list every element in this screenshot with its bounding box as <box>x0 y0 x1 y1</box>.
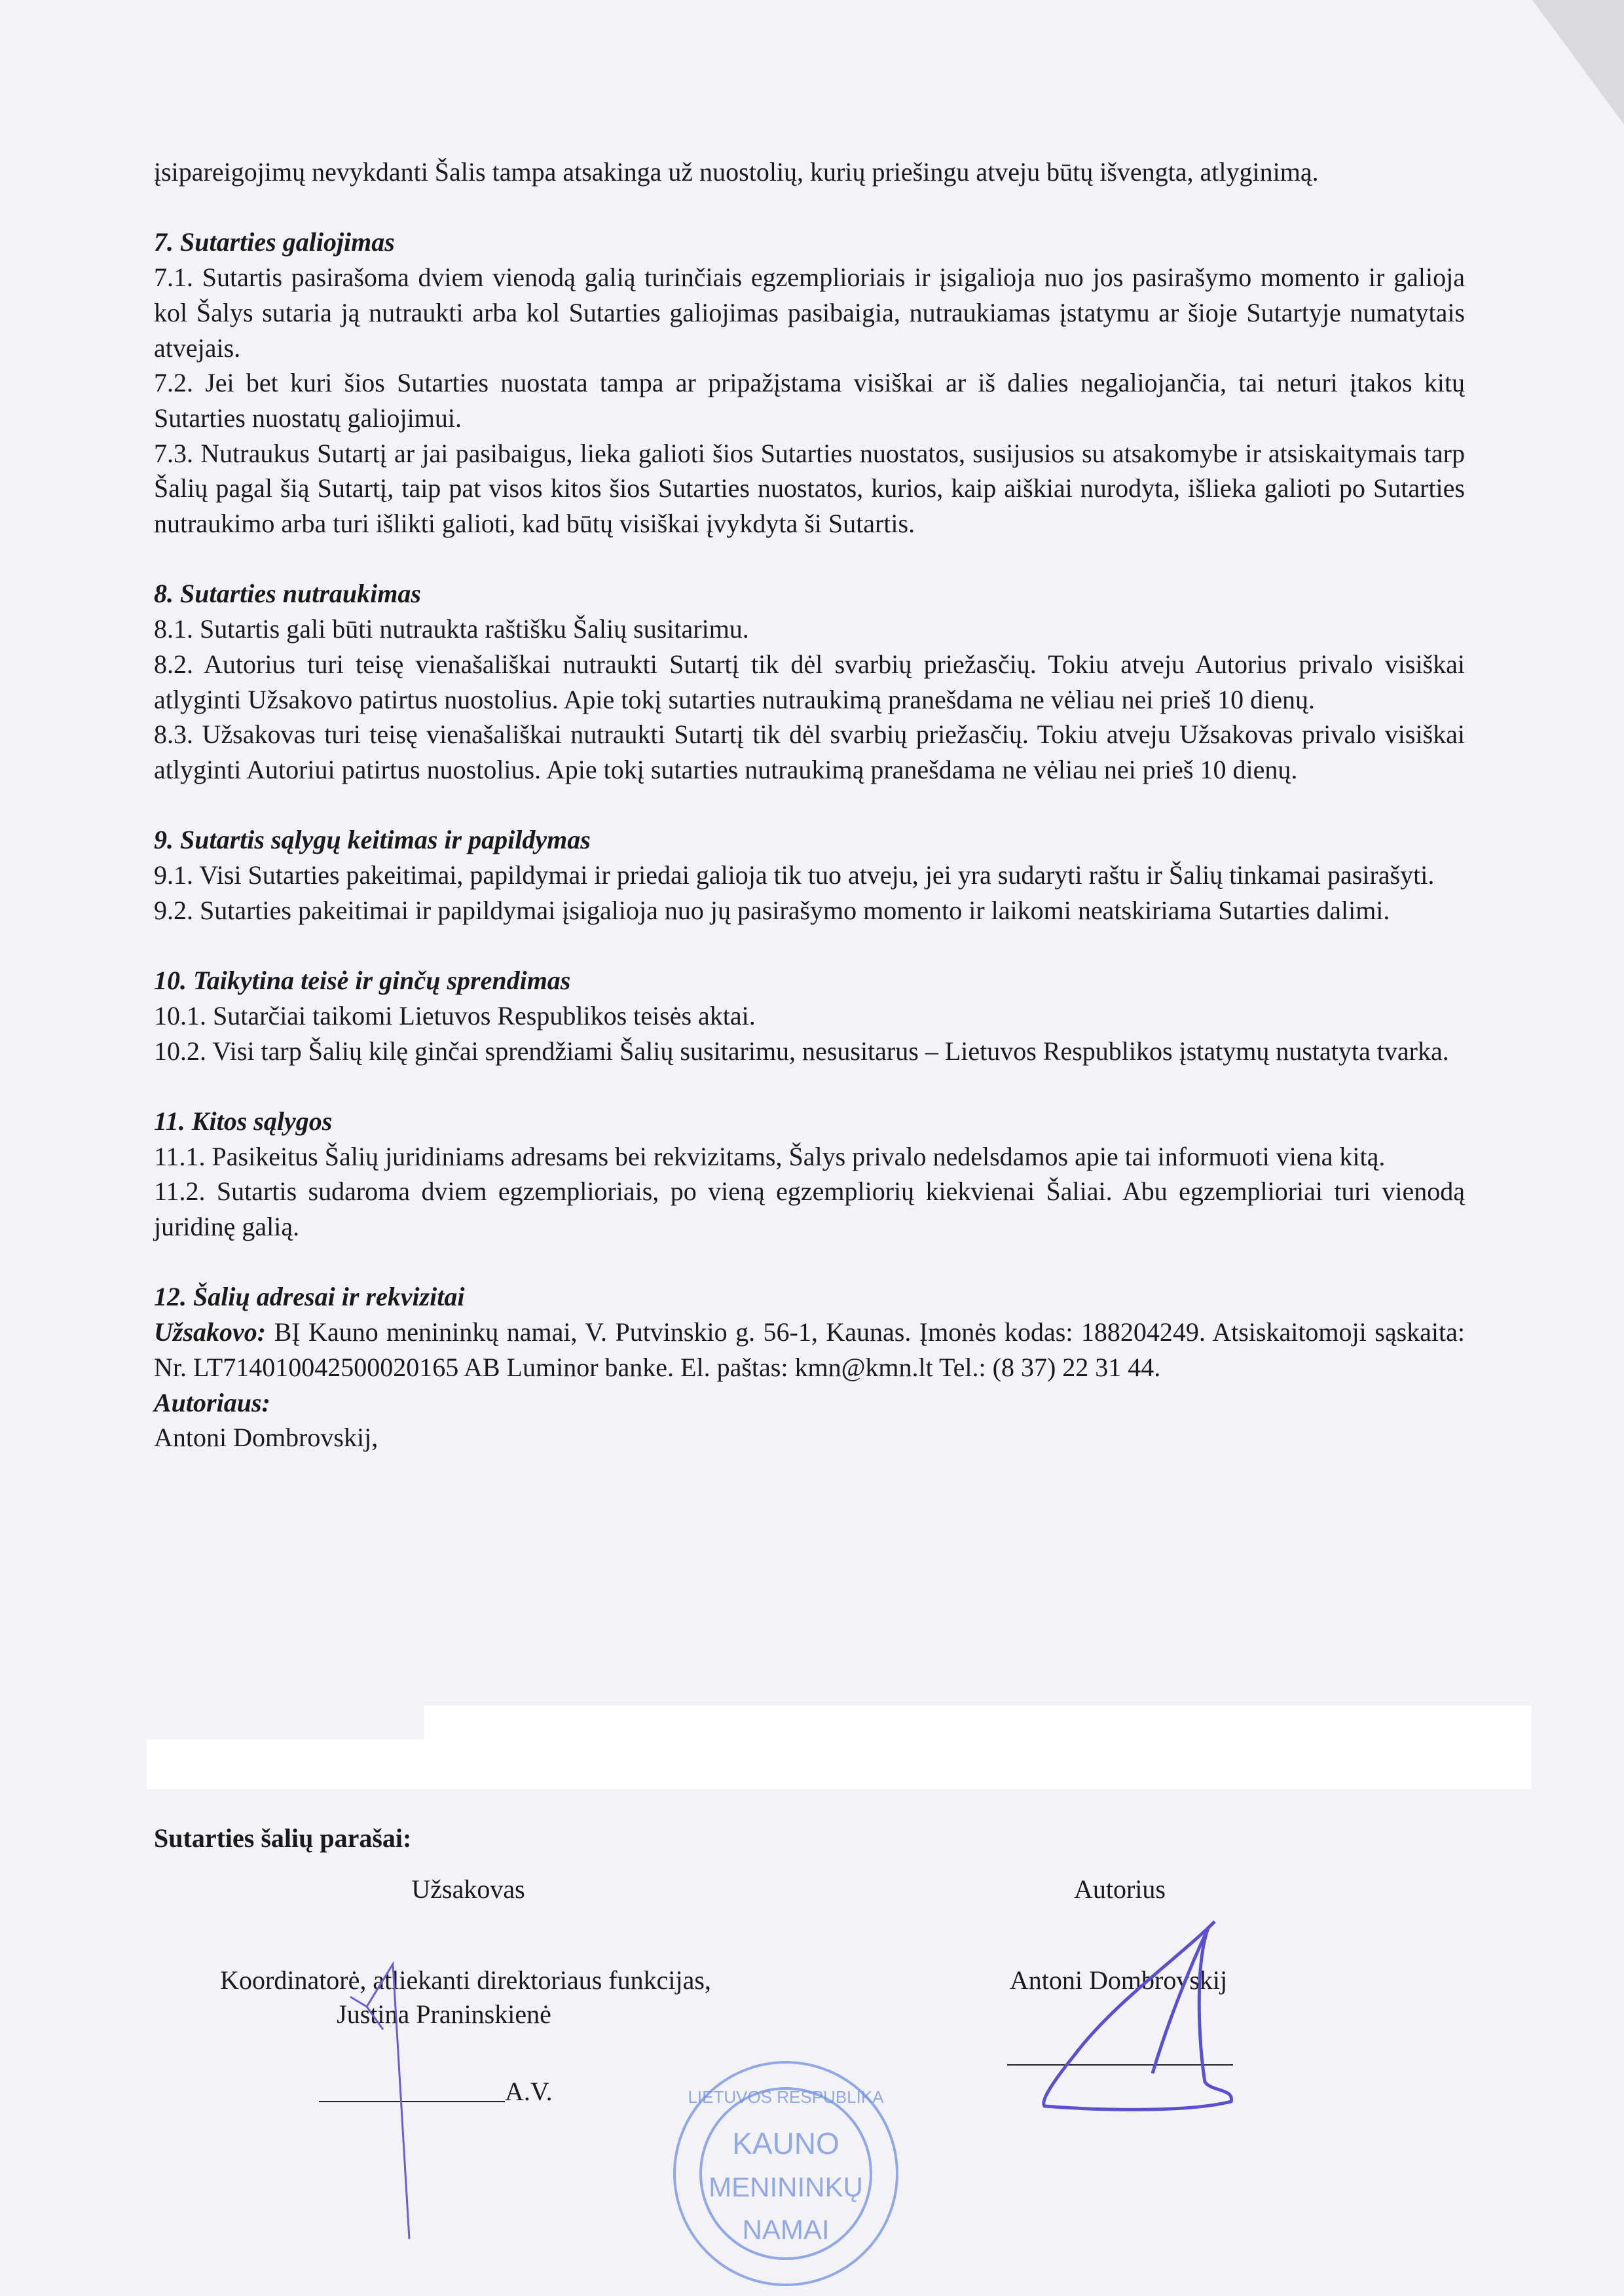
contract-section <box>154 1104 1465 1245</box>
clause: 9.1. Visi Sutarties pakeitimai, papildymai ir priedai galioja tik tuo atveju, jei yra sudaryti raštu ir Šalių tinkamai pasirašyti. <box>154 860 1435 890</box>
client-requisites <box>154 1315 1465 1385</box>
contract-section <box>154 576 1465 787</box>
clause: 7.2. Jei bet kuri šios Sutarties nuostata tampa ar pripažįstama visiškai ar iš dalies negaliojančia, tai neturi įtakos kitų Sutarties nuostatų galiojimui. <box>154 368 1465 433</box>
author-name: Antoni Dombrovskij <box>1009 1965 1228 1995</box>
signatures-title: Sutarties šalių parašai: <box>154 1823 412 1853</box>
section-heading: 8. Sutarties nutraukimas <box>154 579 421 609</box>
client-heading: Užsakovas <box>411 1874 525 1904</box>
clause: 10.1. Sutarčiai taikomi Lietuvos Respublikos teisės aktai. <box>154 1000 756 1030</box>
clause: 7.1. Sutartis pasirašoma dviem vienodą galią turinčiais egzemplioriais ir įsigalioja nuo jos pasirašymo momento ir galioja kol Šalys sutaria ją nutraukti arba kol Sutarties galiojimas pasibaigia, nutraukiamas įstatymu ar šioje Sutartyje numatytais atvejais. <box>154 263 1465 363</box>
contract-section <box>154 822 1465 928</box>
author-signature-line <box>1007 2064 1233 2066</box>
stamp-line-republic: LIETUVOS RESPUBLIKA <box>688 2087 884 2107</box>
contract-section <box>154 963 1465 1068</box>
client-signature-line <box>319 2101 505 2102</box>
clause: 11.1. Pasikeitus Šalių juridiniams adresams bei rekvizitams, Šalys privalo nedelsdamos apie tai informuoti viena kitą. <box>154 1141 1386 1171</box>
clause: 11.2. Sutartis sudaroma dviem egzemplioriais, po vieną egzempliorių kiekvienai Šaliai. Abu egzemplioriai turi vienodą juridinę galią. <box>154 1176 1465 1242</box>
clause: 9.2. Sutarties pakeitimai ir papildymai įsigalioja nuo jų pasirašymo momento ir laikomi neatskiriama Sutarties dalimi. <box>154 895 1390 925</box>
clause: 8.3. Užsakovas turi teisę vienašališkai nutraukti Sutartį tik dėl svarbių priežasčių. Tokiu atveju Užsakovas privalo visiškai atlyginti Autoriui patirtus nuostolius. Apie tokį sutarties nutraukimą pranešdama ne vėliau nei prieš 10 dienų. <box>154 720 1465 784</box>
intro-paragraph: įsipareigojimų nevykdanti Šalis tampa atsakinga už nuostolių, kurių priešingu atveju būtų išvengta, atlyginimą. <box>154 157 1319 187</box>
author-label: Autoriaus: <box>154 1387 270 1417</box>
client-name: Justina Praninskienė <box>337 1999 551 2029</box>
section-heading: 11. Kitos sąlygos <box>154 1106 333 1136</box>
folded-page-corner <box>1532 0 1624 124</box>
client-details: BĮ Kauno menininkų namai, V. Putvinskio g. 56-1, Kaunas. Įmonės kodas: 188204249. Atsiskaitomoji sąskaita: Nr. LT714010042500020165 AB Luminor banke. El. paštas: kmn@kmn.lt Tel.: (8 37) 22 31 44. <box>154 1317 1465 1382</box>
clause: 10.2. Visi tarp Šalių kilę ginčai sprendžiami Šalių susitarimu, nesusitarus – Lietuvos Respublikos įstatymų nustatyta tvarka. <box>154 1036 1449 1066</box>
section-heading: 9. Sutartis sąlygų keitimas ir papildymas <box>154 825 591 855</box>
redacted-area <box>424 1705 1532 1789</box>
author-heading: Autorius <box>1074 1874 1166 1904</box>
stamp-line-menininku: MENININKŲ <box>709 2172 863 2202</box>
client-label: Užsakovo: <box>154 1317 267 1347</box>
section-heading: 7. Sutarties galiojimas <box>154 227 395 257</box>
contract-section <box>154 225 1465 541</box>
clause: 8.2. Autorius turi teisę vienašališkai nutraukti Sutartį tik dėl svarbių priežasčių. Tokiu atveju Autorius privalo visiškai atlyginti Užsakovo patirtus nuostolius. Apie tokį sutarties nutraukimą pranešdama ne vėliau nei prieš 10 dienų. <box>154 649 1465 714</box>
contract-body <box>154 155 1465 1455</box>
author-signature <box>1044 1922 1232 2109</box>
requisites-section <box>154 1279 1465 1455</box>
seal-mark: A.V. <box>505 2077 553 2106</box>
section-heading: 12. Šalių adresai ir rekvizitai <box>154 1282 465 1312</box>
section-heading: 10. Taikytina teisė ir ginčų sprendimas <box>154 966 571 996</box>
clause: 7.3. Nutraukus Sutartį ar jai pasibaigus, lieka galioti šios Sutarties nuostatos, susijusios su atsakomybe ir atsiskaitymais tarp Šalių pagal šią Sutartį, taip pat visos kitos šios Sutarties nuostatos, kurios, kaip aiškiai nurodyta, išlieka galioti po Sutarties nutraukimo arba turi išlikti galioti, kad būtų visiškai įvykdyta ši Sutartis. <box>154 438 1465 539</box>
stamp-line-kauno: KAUNO <box>732 2126 840 2160</box>
author-details: Antoni Dombrovskij, <box>154 1423 378 1453</box>
client-role: Koordinatorė, atliekanti direktoriaus funkcijas, <box>220 1965 711 1995</box>
redacted-area <box>147 1740 428 1789</box>
clause: 8.1. Sutartis gali būti nutraukta raštišku Šalių susitarimu. <box>154 614 749 644</box>
stamp-line-namai: NAMAI <box>742 2214 830 2245</box>
